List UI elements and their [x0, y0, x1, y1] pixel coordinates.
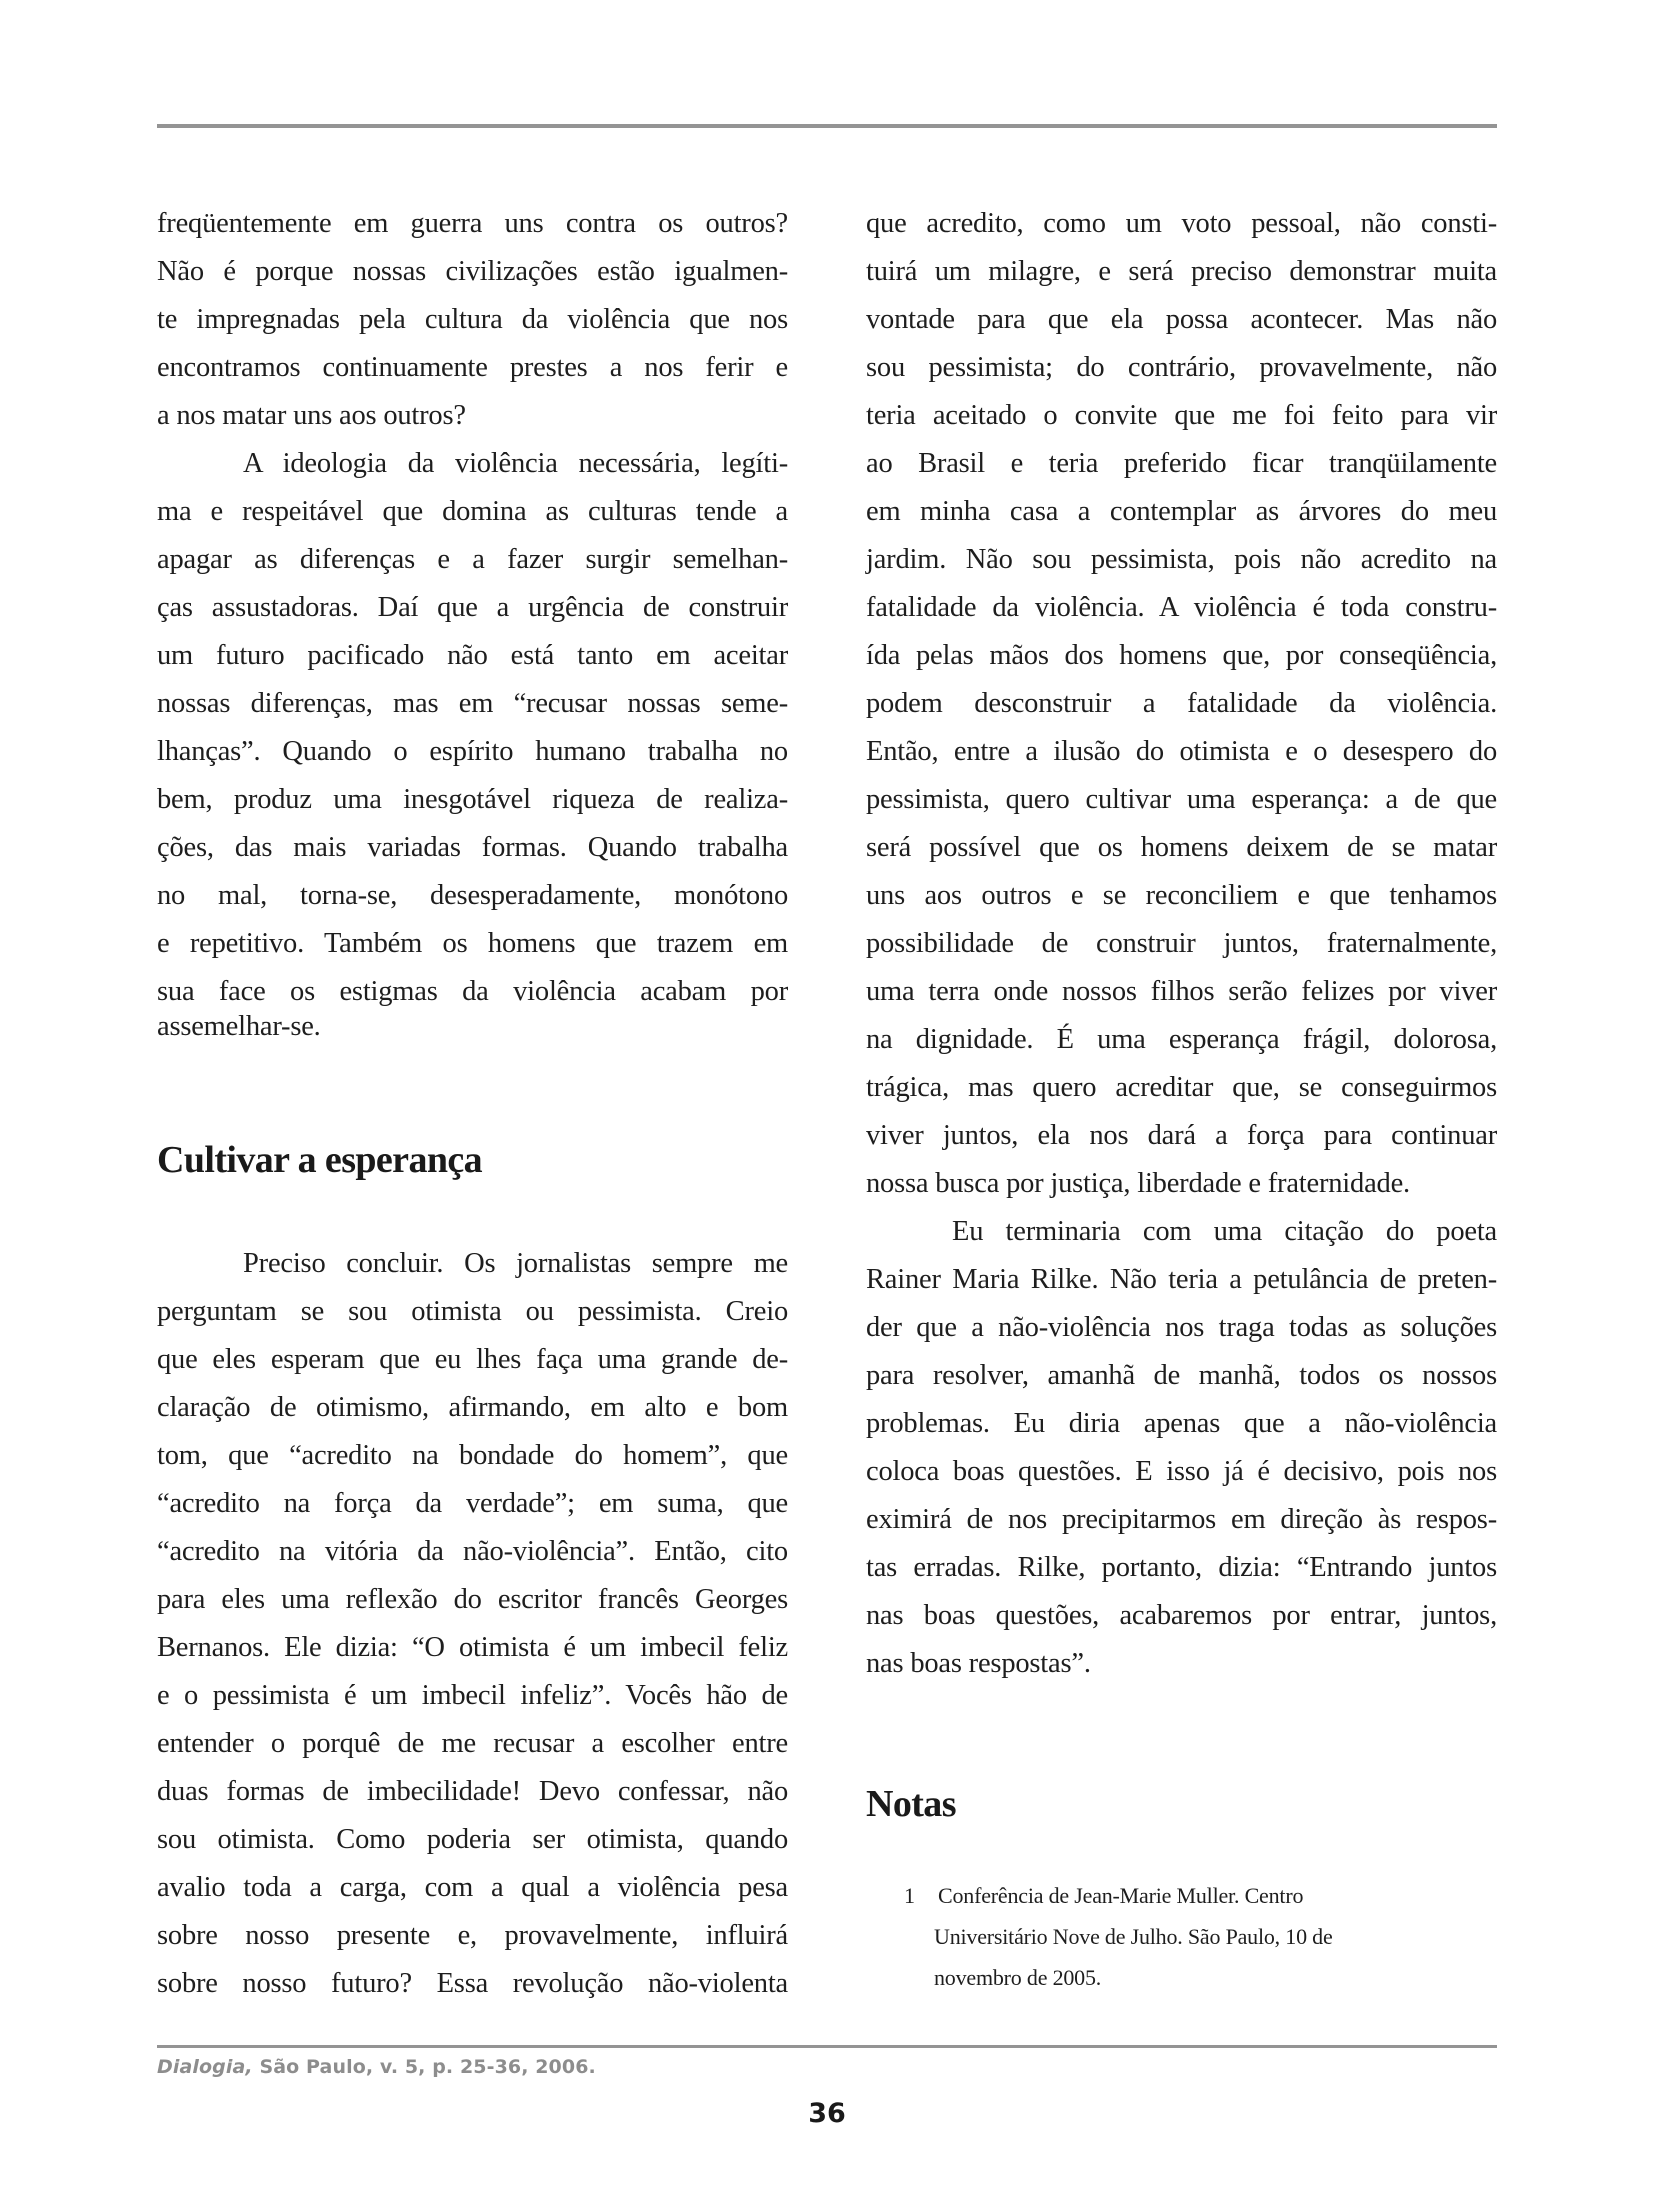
text-line: eximirá de nos precipitarmos em direção às respos- — [866, 1504, 1497, 1535]
footnote-number: 1 — [904, 1883, 915, 1908]
text-line: Bernanos. Ele dizia: “O otimista é um imbecil feliz — [157, 1632, 788, 1663]
page-number: 36 — [808, 2098, 846, 2129]
text-line: será possível que os homens deixem de se matar — [866, 832, 1497, 863]
text-line: sou otimista. Como poderia ser otimista, quando — [157, 1824, 788, 1855]
text-line: para resolver, amanhã de manhã, todos os nossos — [866, 1360, 1497, 1391]
footer-rule — [157, 2045, 1497, 2048]
text-line: sobre nosso presente e, provavelmente, influirá — [157, 1920, 788, 1951]
text-line: a nos matar uns aos outros? — [157, 400, 466, 431]
text-line: perguntam se sou otimista ou pessimista. Creio — [157, 1296, 788, 1327]
text-line: ao Brasil e teria preferido ficar tranqüilamente — [866, 448, 1497, 479]
text-line: assemelhar-se. — [157, 1011, 321, 1042]
text-line: pessimista, quero cultivar uma esperança: a de que — [866, 784, 1497, 815]
text-line: Então, entre a ilusão do otimista e o desespero do — [866, 736, 1497, 767]
text-line: freqüentemente em guerra uns contra os outros? — [157, 208, 788, 239]
text-line: e o pessimista é um imbecil infeliz”. Vocês hão de — [157, 1680, 788, 1711]
text-line: nossa busca por justiça, liberdade e fraternidade. — [866, 1168, 1410, 1199]
text-line: jardim. Não sou pessimista, pois não acredito na — [866, 544, 1497, 575]
text-line: que acredito, como um voto pessoal, não consti- — [866, 208, 1497, 239]
text-line: Não é porque nossas civilizações estão igualmen- — [157, 256, 788, 287]
text-line: viver juntos, ela nos dará a força para continuar — [866, 1120, 1497, 1151]
footnote-text-line: Conferência de Jean-Marie Muller. Centro — [938, 1883, 1304, 1908]
text-line: nas boas questões, acabaremos por entrar, juntos, — [866, 1600, 1497, 1631]
text-line: que eles esperam que eu lhes faça uma grande de- — [157, 1344, 788, 1375]
text-line: nossas diferenças, mas em “recusar nossas seme- — [157, 688, 788, 719]
text-line: sou pessimista; do contrário, provavelmente, não — [866, 352, 1497, 383]
footnote-text-line: Universitário Nove de Julho. São Paulo, 10 de — [934, 1924, 1333, 1949]
text-line: sobre nosso futuro? Essa revolução não-violenta — [157, 1968, 788, 1999]
text-line: Preciso concluir. Os jornalistas sempre me — [243, 1248, 788, 1279]
text-line: coloca boas questões. E isso já é decisivo, pois nos — [866, 1456, 1497, 1487]
text-line: no mal, torna-se, desesperadamente, monótono — [157, 880, 788, 911]
footnote-text-line: novembro de 2005. — [934, 1965, 1102, 1990]
text-line: avalio toda a carga, com a qual a violência pesa — [157, 1872, 788, 1903]
text-line: encontramos continuamente prestes a nos ferir e — [157, 352, 788, 383]
text-line: der que a não-violência nos traga todas as soluções — [866, 1312, 1497, 1343]
text-line: entender o porquê de me recusar a escolher entre — [157, 1728, 788, 1759]
text-line: lhanças”. Quando o espírito humano trabalha no — [157, 736, 788, 767]
text-line: “acredito na força da verdade”; em suma, que — [157, 1488, 788, 1519]
citation-details: São Paulo, v. 5, p. 25-36, 2006. — [252, 2056, 596, 2078]
text-line: duas formas de imbecilidade! Devo confessar, não — [157, 1776, 788, 1807]
text-line: podem desconstruir a fatalidade da violência. — [866, 688, 1497, 719]
text-line: nas boas respostas”. — [866, 1648, 1091, 1679]
text-line: A ideologia da violência necessária, legíti- — [243, 448, 788, 479]
text-line: Eu terminaria com uma citação do poeta — [952, 1216, 1497, 1247]
text-line: apagar as diferenças e a fazer surgir semelhan- — [157, 544, 788, 575]
text-line: um futuro pacificado não está tanto em aceitar — [157, 640, 788, 671]
text-line: claração de otimismo, afirmando, em alto e bom — [157, 1392, 788, 1423]
header-rule — [157, 124, 1497, 128]
text-line: “acredito na vitória da não-violência”. Então, cito — [157, 1536, 788, 1567]
text-line: tas erradas. Rilke, portanto, dizia: “Entrando juntos — [866, 1552, 1497, 1583]
text-line: uns aos outros e se reconciliem e que tenhamos — [866, 880, 1497, 911]
text-line: na dignidade. É uma esperança frágil, dolorosa, — [866, 1024, 1497, 1055]
text-line: trágica, mas quero acreditar que, se conseguirmos — [866, 1072, 1497, 1103]
text-line: vontade para que ela possa acontecer. Mas não — [866, 304, 1497, 335]
text-line: para eles uma reflexão do escritor francês Georges — [157, 1584, 788, 1615]
text-line: te impregnadas pela cultura da violência que nos — [157, 304, 788, 335]
text-line: possibilidade de construir juntos, fraternalmente, — [866, 928, 1497, 959]
text-line: tuirá um milagre, e será preciso demonstrar muita — [866, 256, 1497, 287]
text-line: Rainer Maria Rilke. Não teria a petulância de preten- — [866, 1264, 1497, 1295]
text-line: ma e respeitável que domina as culturas tende a — [157, 496, 788, 527]
text-line: em minha casa a contemplar as árvores do meu — [866, 496, 1497, 527]
text-line: tom, que “acredito na bondade do homem”, que — [157, 1440, 788, 1471]
text-line: bem, produz uma inesgotável riqueza de realiza- — [157, 784, 788, 815]
text-line: problemas. Eu diria apenas que a não-violência — [866, 1408, 1497, 1439]
text-line: fatalidade da violência. A violência é toda constru- — [866, 592, 1497, 623]
text-line: e repetitivo. Também os homens que trazem em — [157, 928, 788, 959]
journal-citation — [157, 2056, 596, 2078]
text-line: sua face os estigmas da violência acabam por — [157, 976, 788, 1007]
text-line: ções, das mais variadas formas. Quando trabalha — [157, 832, 788, 863]
text-line: uma terra onde nossos filhos serão felizes por viver — [866, 976, 1497, 1007]
section-heading: Cultivar a esperança — [157, 1139, 483, 1181]
notes-heading: Notas — [866, 1783, 956, 1825]
journal-name: Dialogia, — [157, 2056, 253, 2078]
text-line: ças assustadoras. Daí que a urgência de construir — [157, 592, 788, 623]
text-line: ída pelas mãos dos homens que, por conseqüência, — [866, 640, 1497, 671]
text-line: teria aceitado o convite que me foi feito para vir — [866, 400, 1497, 431]
